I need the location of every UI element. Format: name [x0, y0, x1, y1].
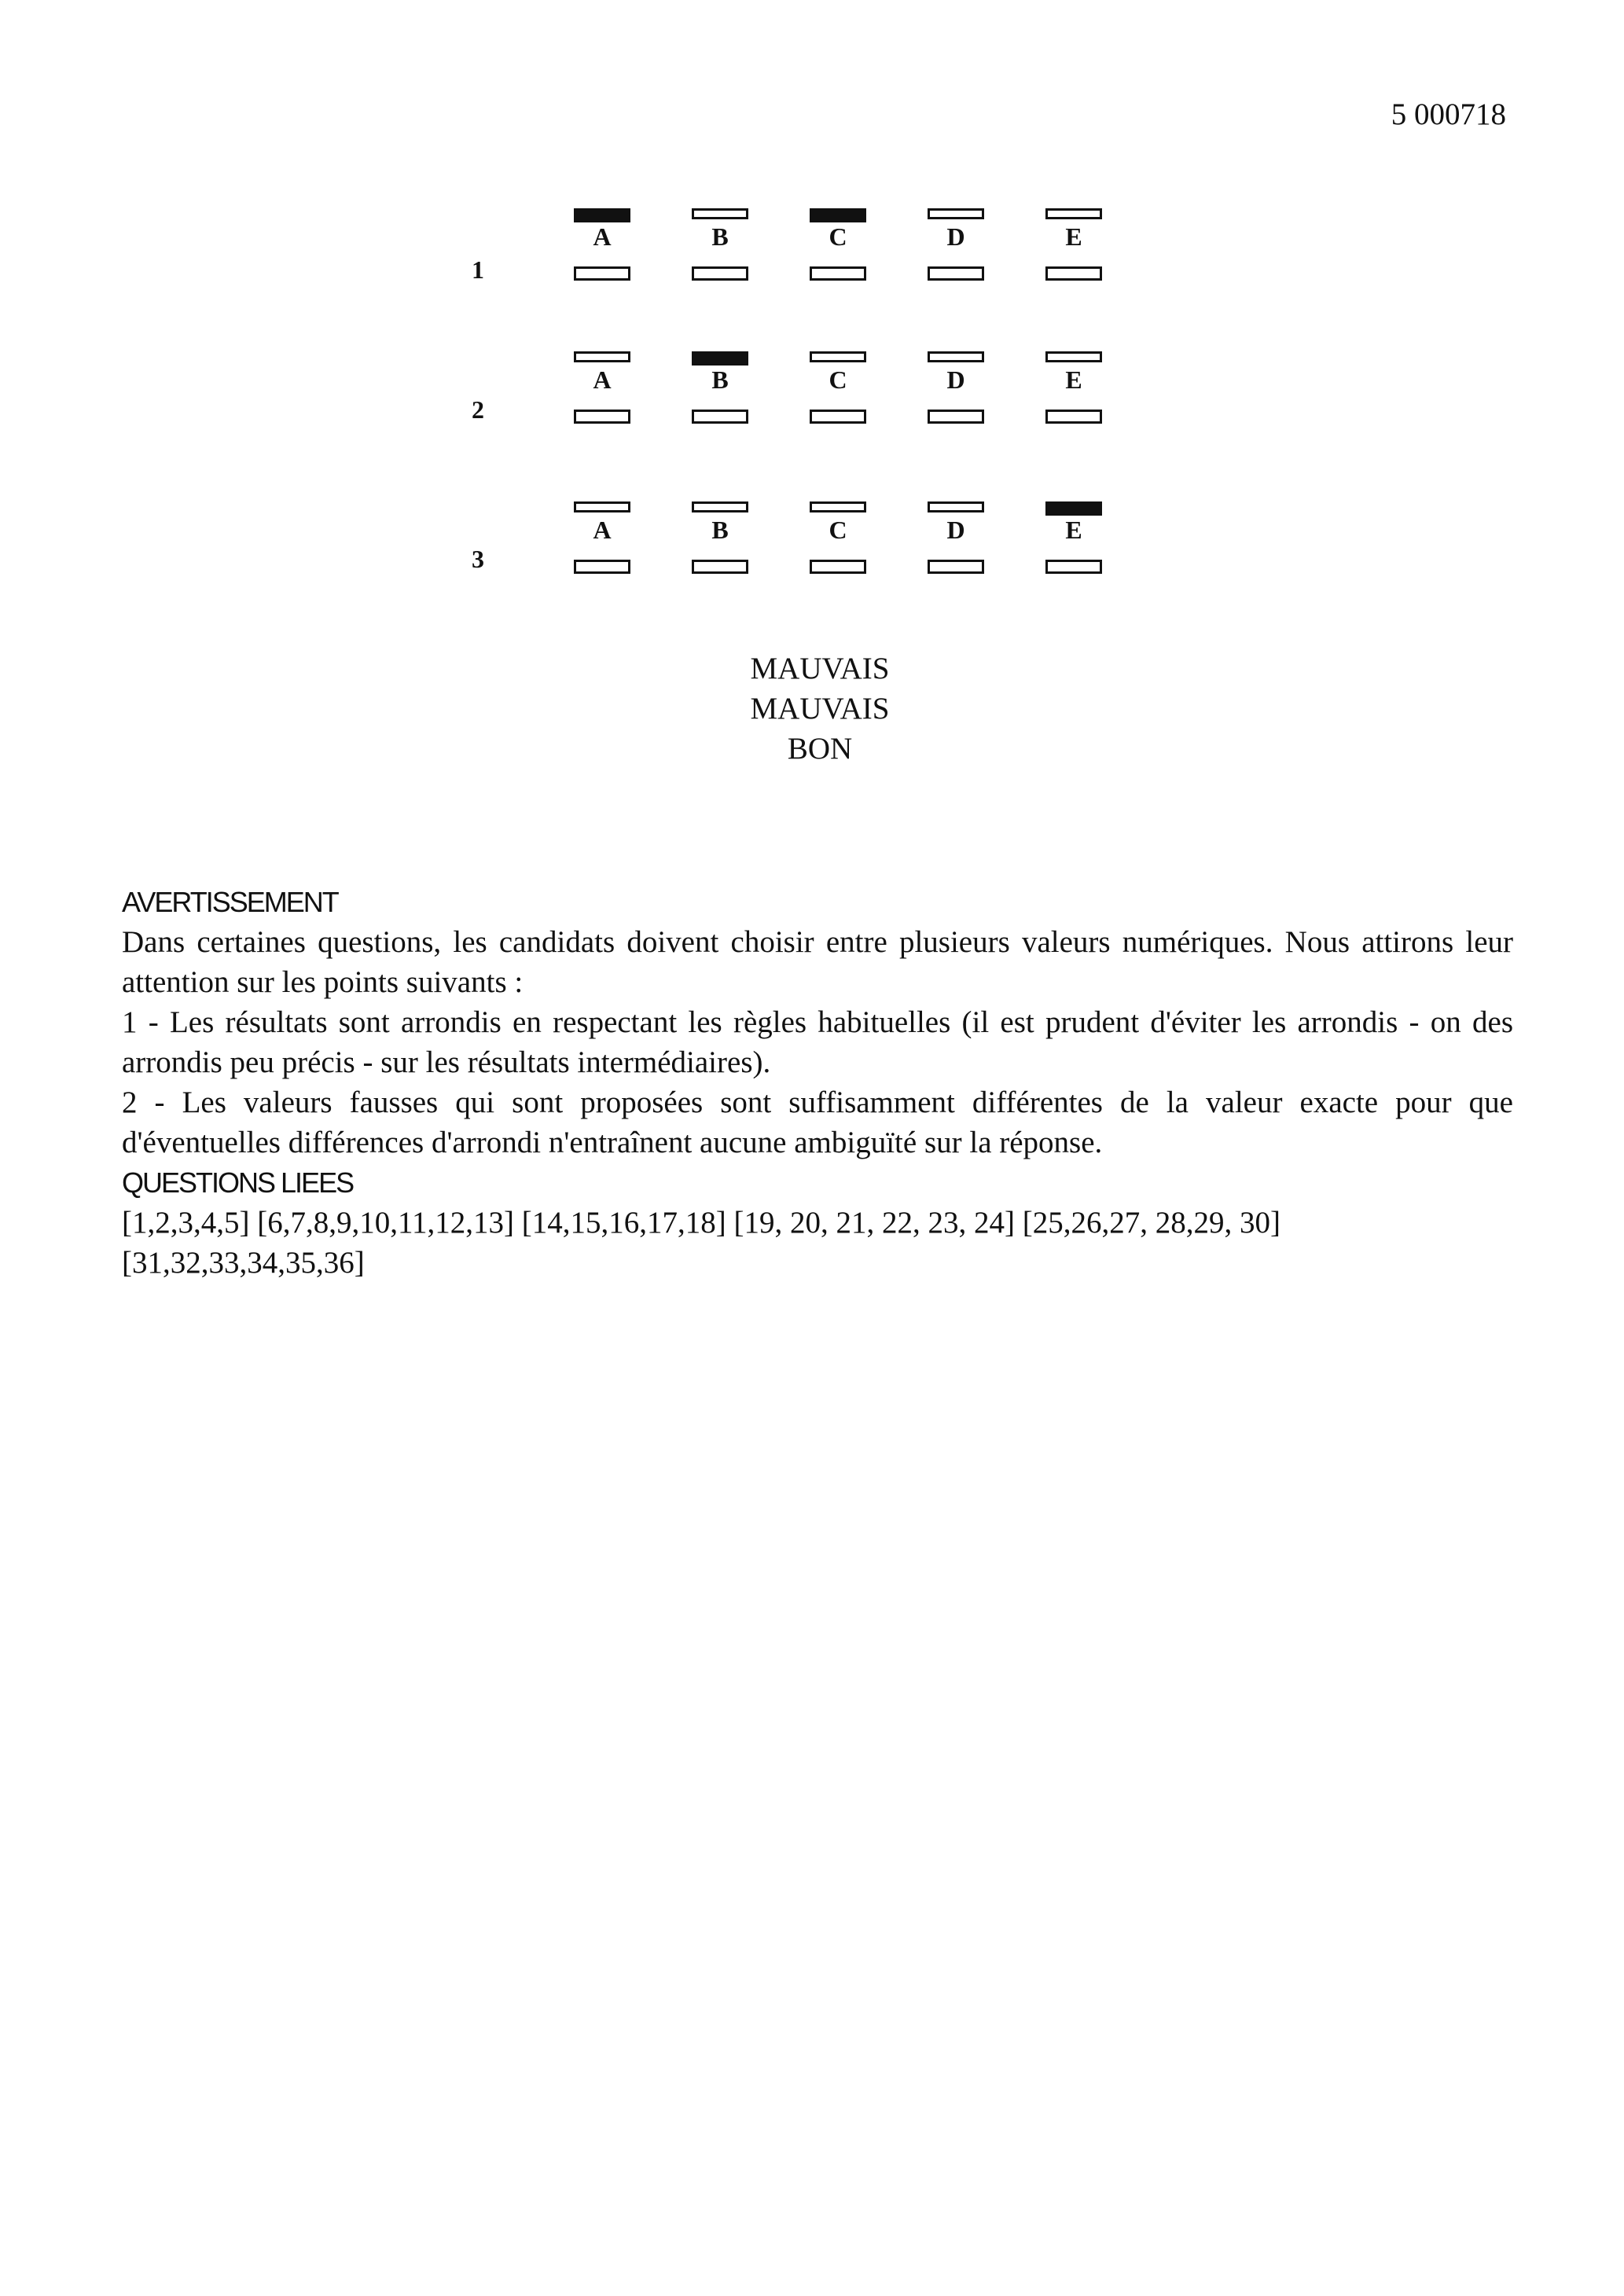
- verdict-list: [0, 648, 1624, 769]
- verdict-row-2: MAUVAIS: [750, 692, 890, 726]
- linked-questions-heading: QUESTIONS LIEES: [122, 1166, 354, 1199]
- answer-box-e: [1045, 351, 1105, 424]
- answer-box-d: [928, 351, 987, 424]
- answer-box-e: [1045, 208, 1105, 281]
- empty-box: [810, 351, 866, 362]
- answer-box-a: [574, 501, 634, 574]
- empty-box: [1045, 351, 1102, 362]
- answer-letter: E: [1065, 516, 1082, 544]
- empty-box: [574, 351, 630, 362]
- answer-letter: A: [593, 366, 612, 394]
- empty-box: [810, 560, 866, 574]
- notice-point-1: 1 - Les résultats sont arrondis en respectant les règles habituelles (il est prudent d'éviter les arrondis - on des arrondis peu précis - sur les résultats intermédiaires).: [122, 1005, 1513, 1079]
- empty-box: [928, 410, 984, 424]
- answer-grid: [472, 208, 1124, 593]
- answer-box-e: [1045, 501, 1105, 574]
- empty-box: [1045, 410, 1102, 424]
- answer-box-b: [692, 208, 751, 281]
- empty-box: [928, 266, 984, 281]
- empty-box: [692, 410, 748, 424]
- empty-box: [810, 266, 866, 281]
- empty-box: [1045, 266, 1102, 281]
- empty-box: [810, 501, 866, 512]
- verdict-row-3: BON: [787, 732, 853, 766]
- notice-point-2: 2 - Les valeurs fausses qui sont proposées sont suffisamment différentes de la valeur exacte pour que d'éventuelles différences d'arrondi n'entraînent aucune ambiguïté sur la réponse.: [122, 1086, 1513, 1159]
- row-number: 2: [472, 395, 484, 424]
- empty-box: [928, 351, 984, 362]
- empty-box: [692, 501, 748, 512]
- answer-box-b: [692, 501, 751, 574]
- answer-box-c: [810, 208, 869, 281]
- empty-box: [1045, 208, 1102, 219]
- answer-box-a: [574, 208, 634, 281]
- notice-intro: Dans certaines questions, les candidats doivent choisir entre plusieurs valeurs numériques. Nous attirons leur attention sur les points suivants :: [122, 925, 1513, 999]
- answer-letter: A: [593, 222, 612, 251]
- linked-questions-groups: [1,2,3,4,5] [6,7,8,9,10,11,12,13] [14,15,16,17,18] [19, 20, 21, 22, 23, 24] [25,26,27, 28,29, 30] [31,32,33,34,35,36]: [122, 1206, 1280, 1280]
- answer-letter: B: [711, 222, 729, 251]
- answer-letter: C: [829, 366, 847, 394]
- empty-box: [574, 560, 630, 574]
- answer-letter: D: [946, 222, 965, 251]
- marked-box: [692, 351, 748, 366]
- empty-box: [928, 208, 984, 219]
- answer-box-a: [574, 351, 634, 424]
- answer-letter: C: [829, 516, 847, 544]
- empty-box: [692, 560, 748, 574]
- answer-letter: D: [946, 516, 965, 544]
- marked-box: [1045, 501, 1102, 516]
- empty-box: [810, 410, 866, 424]
- empty-box: [928, 501, 984, 512]
- row-number: 1: [472, 255, 484, 284]
- answer-box-c: [810, 501, 869, 574]
- row-number: 3: [472, 545, 484, 573]
- answer-letter: C: [829, 222, 847, 251]
- answer-box-b: [692, 351, 751, 424]
- answer-box-c: [810, 351, 869, 424]
- answer-box-d: [928, 208, 987, 281]
- empty-box: [574, 266, 630, 281]
- notice-heading: AVERTISSEMENT: [122, 886, 338, 918]
- answer-letter: B: [711, 366, 729, 394]
- notice-section: [122, 882, 1513, 1283]
- answer-box-d: [928, 501, 987, 574]
- empty-box: [928, 560, 984, 574]
- answer-letter: B: [711, 516, 729, 544]
- verdict-row-1: MAUVAIS: [750, 652, 890, 685]
- empty-box: [574, 410, 630, 424]
- answer-letter: A: [593, 516, 612, 544]
- doc-number: 5 000718: [1391, 97, 1506, 131]
- answer-letter: E: [1065, 366, 1082, 394]
- empty-box: [574, 501, 630, 512]
- empty-box: [1045, 560, 1102, 574]
- answer-letter: E: [1065, 222, 1082, 251]
- answer-letter: D: [946, 366, 965, 394]
- empty-box: [692, 208, 748, 219]
- marked-box: [810, 208, 866, 222]
- empty-box: [692, 266, 748, 281]
- marked-box: [574, 208, 630, 222]
